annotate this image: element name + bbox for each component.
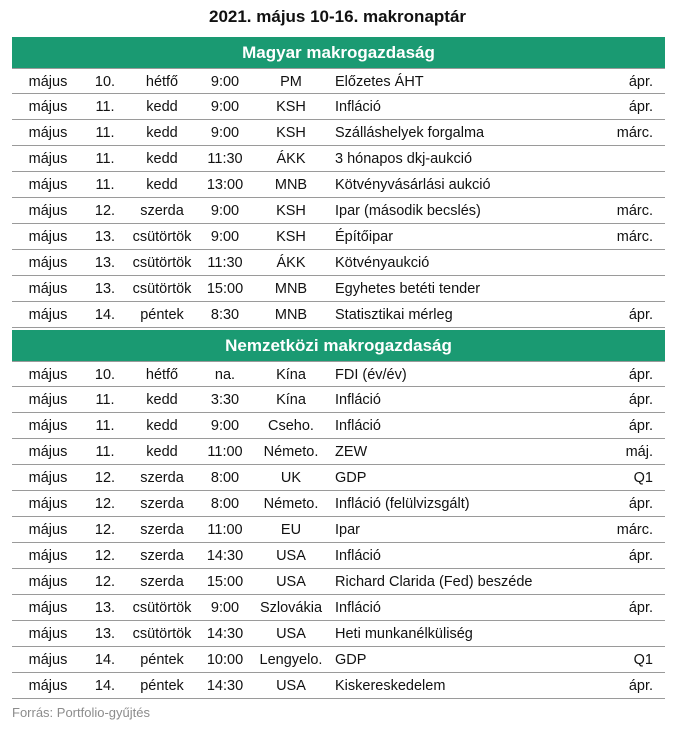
day-cell: 13. bbox=[94, 229, 116, 245]
event-cell: Richard Clarida (Fed) beszéde bbox=[335, 574, 533, 590]
period-cell: Q1 bbox=[633, 470, 653, 486]
day-cell: 11. bbox=[95, 392, 115, 408]
source-cell: KSH bbox=[276, 99, 306, 115]
day-cell: 11. bbox=[95, 177, 115, 193]
weekday-cell: kedd bbox=[146, 99, 178, 115]
table-international bbox=[12, 361, 665, 699]
month-cell: május bbox=[28, 548, 68, 564]
month-cell: május bbox=[28, 574, 68, 590]
section-heading-international: Nemzetközi makrogazdaság bbox=[12, 330, 665, 361]
time-cell: 8:00 bbox=[210, 470, 240, 486]
weekday-cell: csütörtök bbox=[132, 626, 192, 642]
time-cell: 9:00 bbox=[210, 74, 240, 90]
month-cell: május bbox=[28, 678, 68, 694]
weekday-cell: szerda bbox=[140, 574, 184, 590]
time-cell: 8:30 bbox=[210, 307, 240, 323]
month-cell: május bbox=[28, 444, 68, 460]
weekday-cell: hétfő bbox=[145, 367, 179, 383]
source-cell: USA bbox=[276, 678, 306, 694]
table-row bbox=[12, 595, 665, 621]
event-cell: Statisztikai mérleg bbox=[335, 307, 453, 323]
time-cell: 9:00 bbox=[210, 99, 240, 115]
weekday-cell: szerda bbox=[140, 496, 184, 512]
source-cell: Lengyelo. bbox=[259, 652, 323, 668]
weekday-cell: kedd bbox=[146, 392, 178, 408]
table-row bbox=[12, 439, 665, 465]
time-cell: 13:00 bbox=[206, 177, 244, 193]
period-cell: ápr. bbox=[628, 99, 653, 115]
period-cell: márc. bbox=[616, 203, 653, 219]
period-cell: ápr. bbox=[628, 678, 653, 694]
weekday-cell: csütörtök bbox=[132, 281, 192, 297]
month-cell: május bbox=[28, 626, 68, 642]
month-cell: május bbox=[28, 255, 68, 271]
day-cell: 12. bbox=[94, 203, 116, 219]
period-cell: ápr. bbox=[628, 600, 653, 616]
weekday-cell: szerda bbox=[140, 522, 184, 538]
month-cell: május bbox=[28, 281, 68, 297]
month-cell: május bbox=[28, 496, 68, 512]
event-cell: Kötvényaukció bbox=[335, 255, 430, 271]
table-row bbox=[12, 198, 665, 224]
time-cell: 8:00 bbox=[210, 496, 240, 512]
table-row bbox=[12, 120, 665, 146]
day-cell: 13. bbox=[94, 281, 116, 297]
day-cell: 14. bbox=[94, 652, 116, 668]
day-cell: 12. bbox=[94, 496, 116, 512]
table-row bbox=[12, 647, 665, 673]
table-row bbox=[12, 413, 665, 439]
source-cell: KSH bbox=[276, 229, 306, 245]
month-cell: május bbox=[28, 600, 68, 616]
day-cell: 11. bbox=[95, 444, 115, 460]
period-cell: ápr. bbox=[628, 74, 653, 90]
month-cell: május bbox=[28, 229, 68, 245]
time-cell: 3:30 bbox=[210, 392, 240, 408]
source-cell: KSH bbox=[276, 125, 306, 141]
day-cell: 13. bbox=[94, 600, 116, 616]
table-row bbox=[12, 517, 665, 543]
day-cell: 12. bbox=[94, 470, 116, 486]
weekday-cell: kedd bbox=[146, 125, 178, 141]
event-cell: Kiskereskedelem bbox=[335, 678, 446, 694]
time-cell: 9:00 bbox=[210, 418, 240, 434]
source-cell: USA bbox=[276, 626, 306, 642]
day-cell: 11. bbox=[95, 99, 115, 115]
source-cell: KSH bbox=[276, 203, 306, 219]
period-cell: márc. bbox=[616, 522, 653, 538]
day-cell: 12. bbox=[94, 548, 116, 564]
table-row bbox=[12, 387, 665, 413]
event-cell: Ipar (második becslés) bbox=[335, 203, 481, 219]
time-cell: 11:00 bbox=[207, 444, 243, 460]
month-cell: május bbox=[28, 392, 68, 408]
time-cell: 15:00 bbox=[206, 281, 244, 297]
table-row bbox=[12, 94, 665, 120]
page-title: 2021. május 10-16. makronaptár bbox=[208, 7, 467, 26]
time-cell: 9:00 bbox=[210, 229, 240, 245]
time-cell: 9:00 bbox=[210, 600, 240, 616]
month-cell: május bbox=[28, 522, 68, 538]
weekday-cell: csütörtök bbox=[132, 229, 192, 245]
weekday-cell: kedd bbox=[146, 444, 178, 460]
weekday-cell: szerda bbox=[140, 548, 184, 564]
source-cell: Cseho. bbox=[268, 418, 314, 434]
time-cell: 15:00 bbox=[206, 574, 244, 590]
source-cell: Németo. bbox=[263, 496, 319, 512]
time-cell: 14:30 bbox=[206, 678, 244, 694]
day-cell: 12. bbox=[94, 522, 116, 538]
table-row bbox=[12, 465, 665, 491]
month-cell: május bbox=[28, 203, 68, 219]
table-row bbox=[12, 361, 665, 387]
table-row bbox=[12, 224, 665, 250]
weekday-cell: csütörtök bbox=[132, 255, 192, 271]
period-cell: márc. bbox=[616, 229, 653, 245]
period-cell: ápr. bbox=[628, 548, 653, 564]
event-cell: GDP bbox=[335, 652, 367, 668]
table-row bbox=[12, 276, 665, 302]
weekday-cell: kedd bbox=[146, 177, 178, 193]
period-cell: máj. bbox=[625, 444, 653, 460]
source-cell: USA bbox=[276, 548, 306, 564]
event-cell: Ipar bbox=[335, 522, 360, 538]
table-row bbox=[12, 569, 665, 595]
month-cell: május bbox=[28, 74, 68, 90]
event-cell: Infláció bbox=[335, 548, 381, 564]
weekday-cell: kedd bbox=[146, 151, 178, 167]
source-cell: Németo. bbox=[263, 444, 319, 460]
time-cell: 9:00 bbox=[210, 125, 240, 141]
source-cell: ÁKK bbox=[276, 255, 306, 271]
time-cell: 11:30 bbox=[207, 151, 243, 167]
month-cell: május bbox=[28, 99, 68, 115]
event-cell: Egyhetes betéti tender bbox=[335, 281, 481, 297]
period-cell: ápr. bbox=[628, 418, 653, 434]
section-heading-hungarian: Magyar makrogazdaság bbox=[12, 37, 665, 68]
period-cell: ápr. bbox=[628, 367, 653, 383]
day-cell: 10. bbox=[94, 367, 116, 383]
month-cell: május bbox=[28, 307, 68, 323]
source-cell: Kína bbox=[276, 392, 306, 408]
table-hungarian bbox=[12, 68, 665, 328]
period-cell: Q1 bbox=[633, 652, 653, 668]
event-cell: 3 hónapos dkj-aukció bbox=[335, 151, 473, 167]
weekday-cell: hétfő bbox=[145, 74, 179, 90]
source-cell: MNB bbox=[274, 177, 308, 193]
table-row bbox=[12, 146, 665, 172]
event-cell: ZEW bbox=[335, 444, 368, 460]
table-row bbox=[12, 250, 665, 276]
source-cell: EU bbox=[280, 522, 302, 538]
month-cell: május bbox=[28, 177, 68, 193]
day-cell: 11. bbox=[95, 125, 115, 141]
source-cell: Szlovákia bbox=[259, 600, 323, 616]
event-cell: Infláció (felülvizsgált) bbox=[335, 496, 470, 512]
day-cell: 14. bbox=[94, 307, 116, 323]
event-cell: Infláció bbox=[335, 99, 381, 115]
event-cell: Kötvényvásárlási aukció bbox=[335, 177, 491, 193]
event-cell: Infláció bbox=[335, 418, 381, 434]
weekday-cell: péntek bbox=[140, 678, 184, 694]
event-cell: Heti munkanélküliség bbox=[335, 626, 473, 642]
month-cell: május bbox=[28, 470, 68, 486]
source-cell: USA bbox=[276, 574, 306, 590]
month-cell: május bbox=[28, 418, 68, 434]
weekday-cell: csütörtök bbox=[132, 600, 192, 616]
month-cell: május bbox=[28, 652, 68, 668]
period-cell: ápr. bbox=[628, 496, 653, 512]
table-row bbox=[12, 302, 665, 328]
month-cell: május bbox=[28, 125, 68, 141]
time-cell: 11:00 bbox=[207, 522, 243, 538]
day-cell: 11. bbox=[95, 151, 115, 167]
time-cell: na. bbox=[214, 367, 236, 383]
table-row bbox=[12, 491, 665, 517]
weekday-cell: kedd bbox=[146, 418, 178, 434]
event-cell: Előzetes ÁHT bbox=[335, 74, 424, 90]
source-cell: ÁKK bbox=[276, 151, 306, 167]
weekday-cell: péntek bbox=[140, 652, 184, 668]
table-row bbox=[12, 673, 665, 699]
day-cell: 10. bbox=[94, 74, 116, 90]
day-cell: 13. bbox=[94, 255, 116, 271]
day-cell: 11. bbox=[95, 418, 115, 434]
event-cell: FDI (év/év) bbox=[335, 367, 407, 383]
period-cell: márc. bbox=[616, 125, 653, 141]
table-row bbox=[12, 621, 665, 647]
event-cell: Infláció bbox=[335, 392, 381, 408]
time-cell: 14:30 bbox=[206, 626, 244, 642]
time-cell: 10:00 bbox=[206, 652, 244, 668]
source-note: Forrás: Portfolio-gyűjtés bbox=[12, 705, 150, 720]
period-cell: ápr. bbox=[628, 307, 653, 323]
weekday-cell: szerda bbox=[140, 470, 184, 486]
event-cell: Infláció bbox=[335, 600, 381, 616]
event-cell: Építőipar bbox=[335, 229, 394, 245]
month-cell: május bbox=[28, 367, 68, 383]
source-cell: Kína bbox=[276, 367, 306, 383]
event-cell: GDP bbox=[335, 470, 367, 486]
weekday-cell: szerda bbox=[140, 203, 184, 219]
time-cell: 14:30 bbox=[206, 548, 244, 564]
day-cell: 12. bbox=[94, 574, 116, 590]
day-cell: 14. bbox=[94, 678, 116, 694]
month-cell: május bbox=[28, 151, 68, 167]
table-row bbox=[12, 68, 665, 94]
event-cell: Szálláshelyek forgalma bbox=[335, 125, 485, 141]
source-cell: MNB bbox=[274, 281, 308, 297]
table-row bbox=[12, 172, 665, 198]
day-cell: 13. bbox=[94, 626, 116, 642]
time-cell: 9:00 bbox=[210, 203, 240, 219]
source-cell: MNB bbox=[274, 307, 308, 323]
weekday-cell: péntek bbox=[140, 307, 184, 323]
time-cell: 11:30 bbox=[207, 255, 243, 271]
source-cell: UK bbox=[280, 470, 302, 486]
period-cell: ápr. bbox=[628, 392, 653, 408]
source-cell: PM bbox=[280, 74, 302, 90]
table-row bbox=[12, 543, 665, 569]
